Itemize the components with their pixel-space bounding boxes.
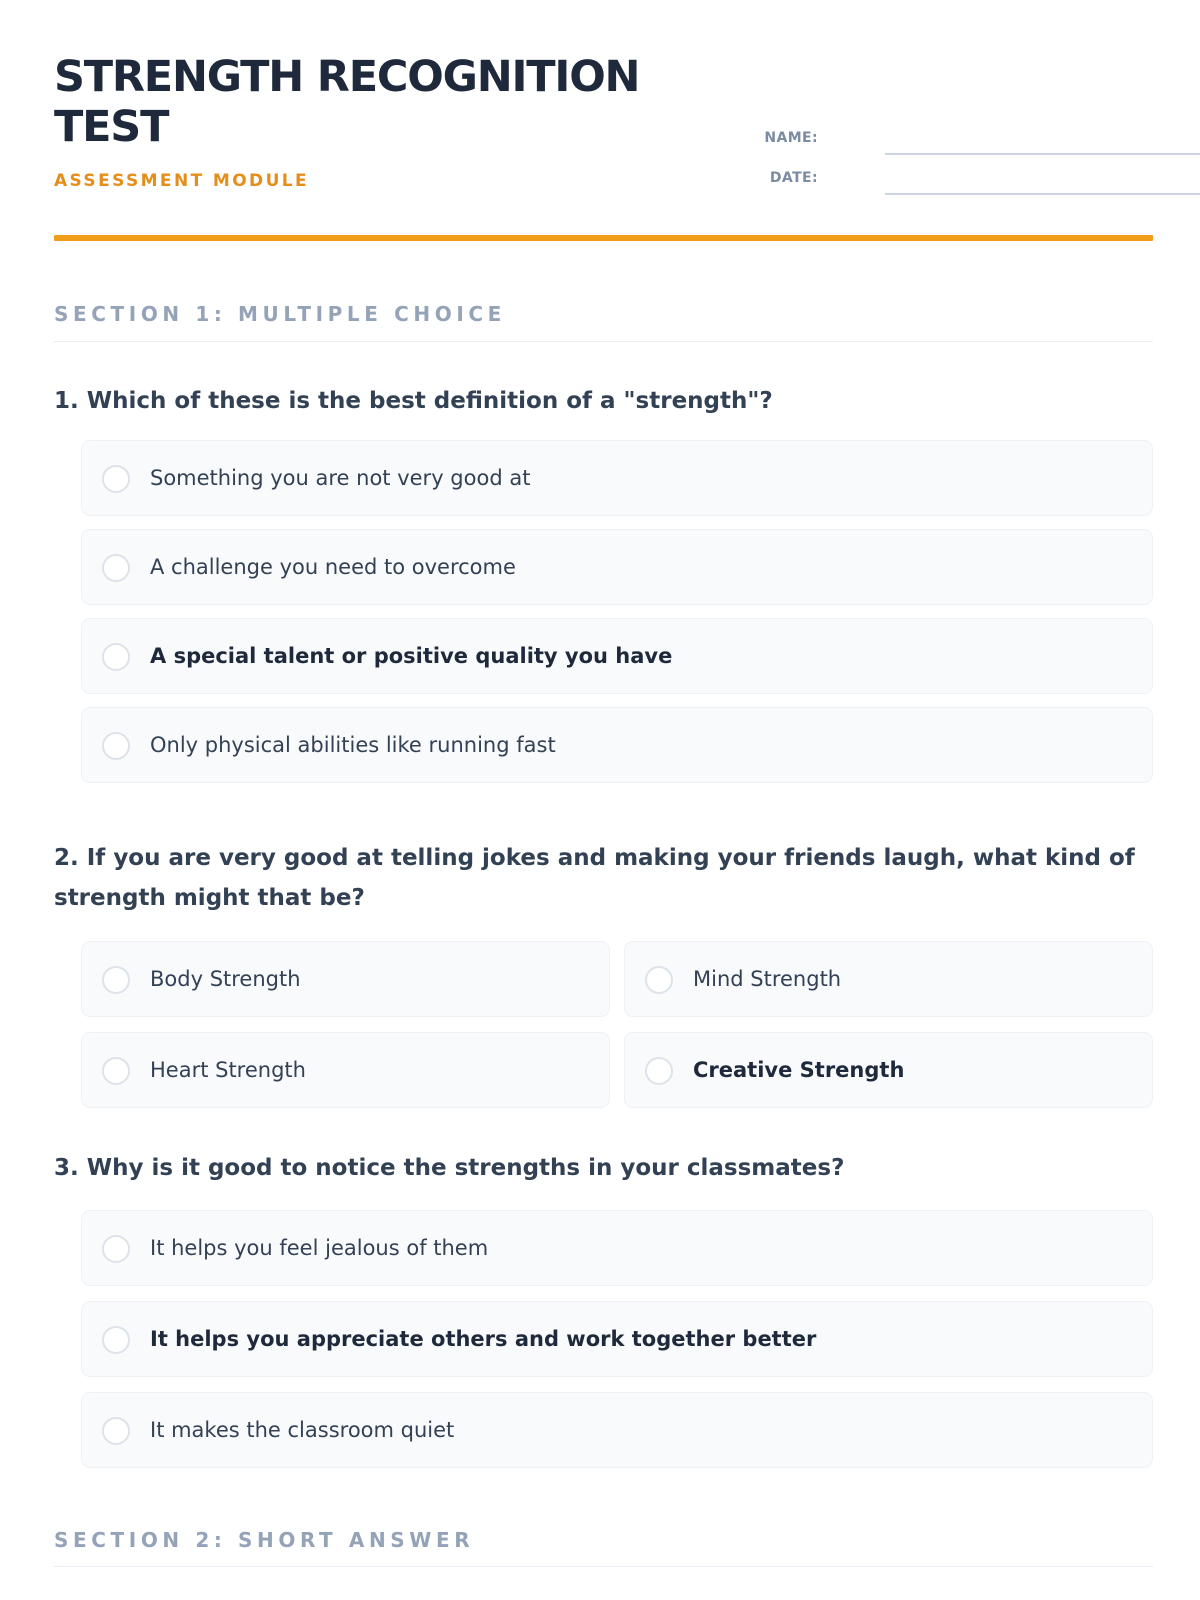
title-line-1: STRENGTH RECOGNITION (54, 52, 640, 102)
option-label: Mind Strength (693, 967, 842, 991)
radio-button[interactable] (645, 966, 673, 994)
date-input-line[interactable] (885, 193, 1200, 195)
radio-button[interactable] (102, 643, 130, 671)
option-label: Something you are not very good at (150, 466, 531, 490)
page-title (54, 52, 754, 152)
option-label: A challenge you need to overcome (150, 555, 516, 579)
radio-button[interactable] (102, 465, 130, 493)
radio-button[interactable] (102, 554, 130, 582)
option-label: Creative Strength (693, 1058, 905, 1082)
option-label: It makes the classroom quiet (150, 1418, 455, 1442)
radio-button[interactable] (102, 1417, 130, 1445)
question-1-text: 1. Which of these is the best definition of a "strength"? (54, 388, 773, 414)
radio-button[interactable] (102, 1057, 130, 1085)
worksheet-page (54, 0, 1153, 1552)
radio-button[interactable] (102, 1326, 130, 1354)
radio-button[interactable] (102, 966, 130, 994)
section-2-heading: SECTION 2: SHORT ANSWER (54, 1528, 475, 1552)
section-1-heading: SECTION 1: MULTIPLE CHOICE (54, 302, 506, 326)
name-input-line[interactable] (885, 153, 1200, 155)
question-1-option-c[interactable] (81, 618, 1153, 694)
option-label: Body Strength (150, 967, 301, 991)
name-field (754, 128, 1153, 152)
date-label: DATE: (769, 170, 818, 186)
radio-button[interactable] (645, 1057, 673, 1085)
question-3-text: 3. Why is it good to notice the strengths in your classmates? (54, 1155, 845, 1181)
option-label: Only physical abilities like running fast (150, 733, 556, 757)
option-label: A special talent or positive quality you have (150, 644, 673, 668)
question-2-option-c[interactable] (81, 1032, 610, 1108)
worksheet-header (54, 0, 1153, 244)
option-label: It helps you appreciate others and work together better (150, 1327, 817, 1351)
radio-button[interactable] (102, 1235, 130, 1263)
question-1-option-d[interactable] (81, 707, 1153, 783)
section-1-divider (54, 341, 1153, 342)
option-label: It helps you feel jealous of them (150, 1236, 489, 1260)
section-2-divider (54, 1566, 1153, 1567)
date-field (754, 168, 1153, 192)
question-3-option-b[interactable] (81, 1301, 1153, 1377)
question-2-option-d[interactable] (624, 1032, 1153, 1108)
question-2-option-a[interactable] (81, 941, 610, 1017)
question-3-option-c[interactable] (81, 1392, 1153, 1468)
option-label: Heart Strength (150, 1058, 306, 1082)
radio-button[interactable] (102, 732, 130, 760)
question-1-option-b[interactable] (81, 529, 1153, 605)
question-2-option-b[interactable] (624, 941, 1153, 1017)
name-label: NAME: (764, 130, 818, 146)
title-line-2: TEST (54, 102, 169, 152)
header-divider (54, 235, 1153, 241)
page-subtitle: ASSESSMENT MODULE (54, 171, 310, 191)
question-2-text: 2. If you are very good at telling jokes and making your friends laugh, what kind of strength might that be? (54, 845, 1135, 911)
question-3-option-a[interactable] (81, 1210, 1153, 1286)
question-1-option-a[interactable] (81, 440, 1153, 516)
